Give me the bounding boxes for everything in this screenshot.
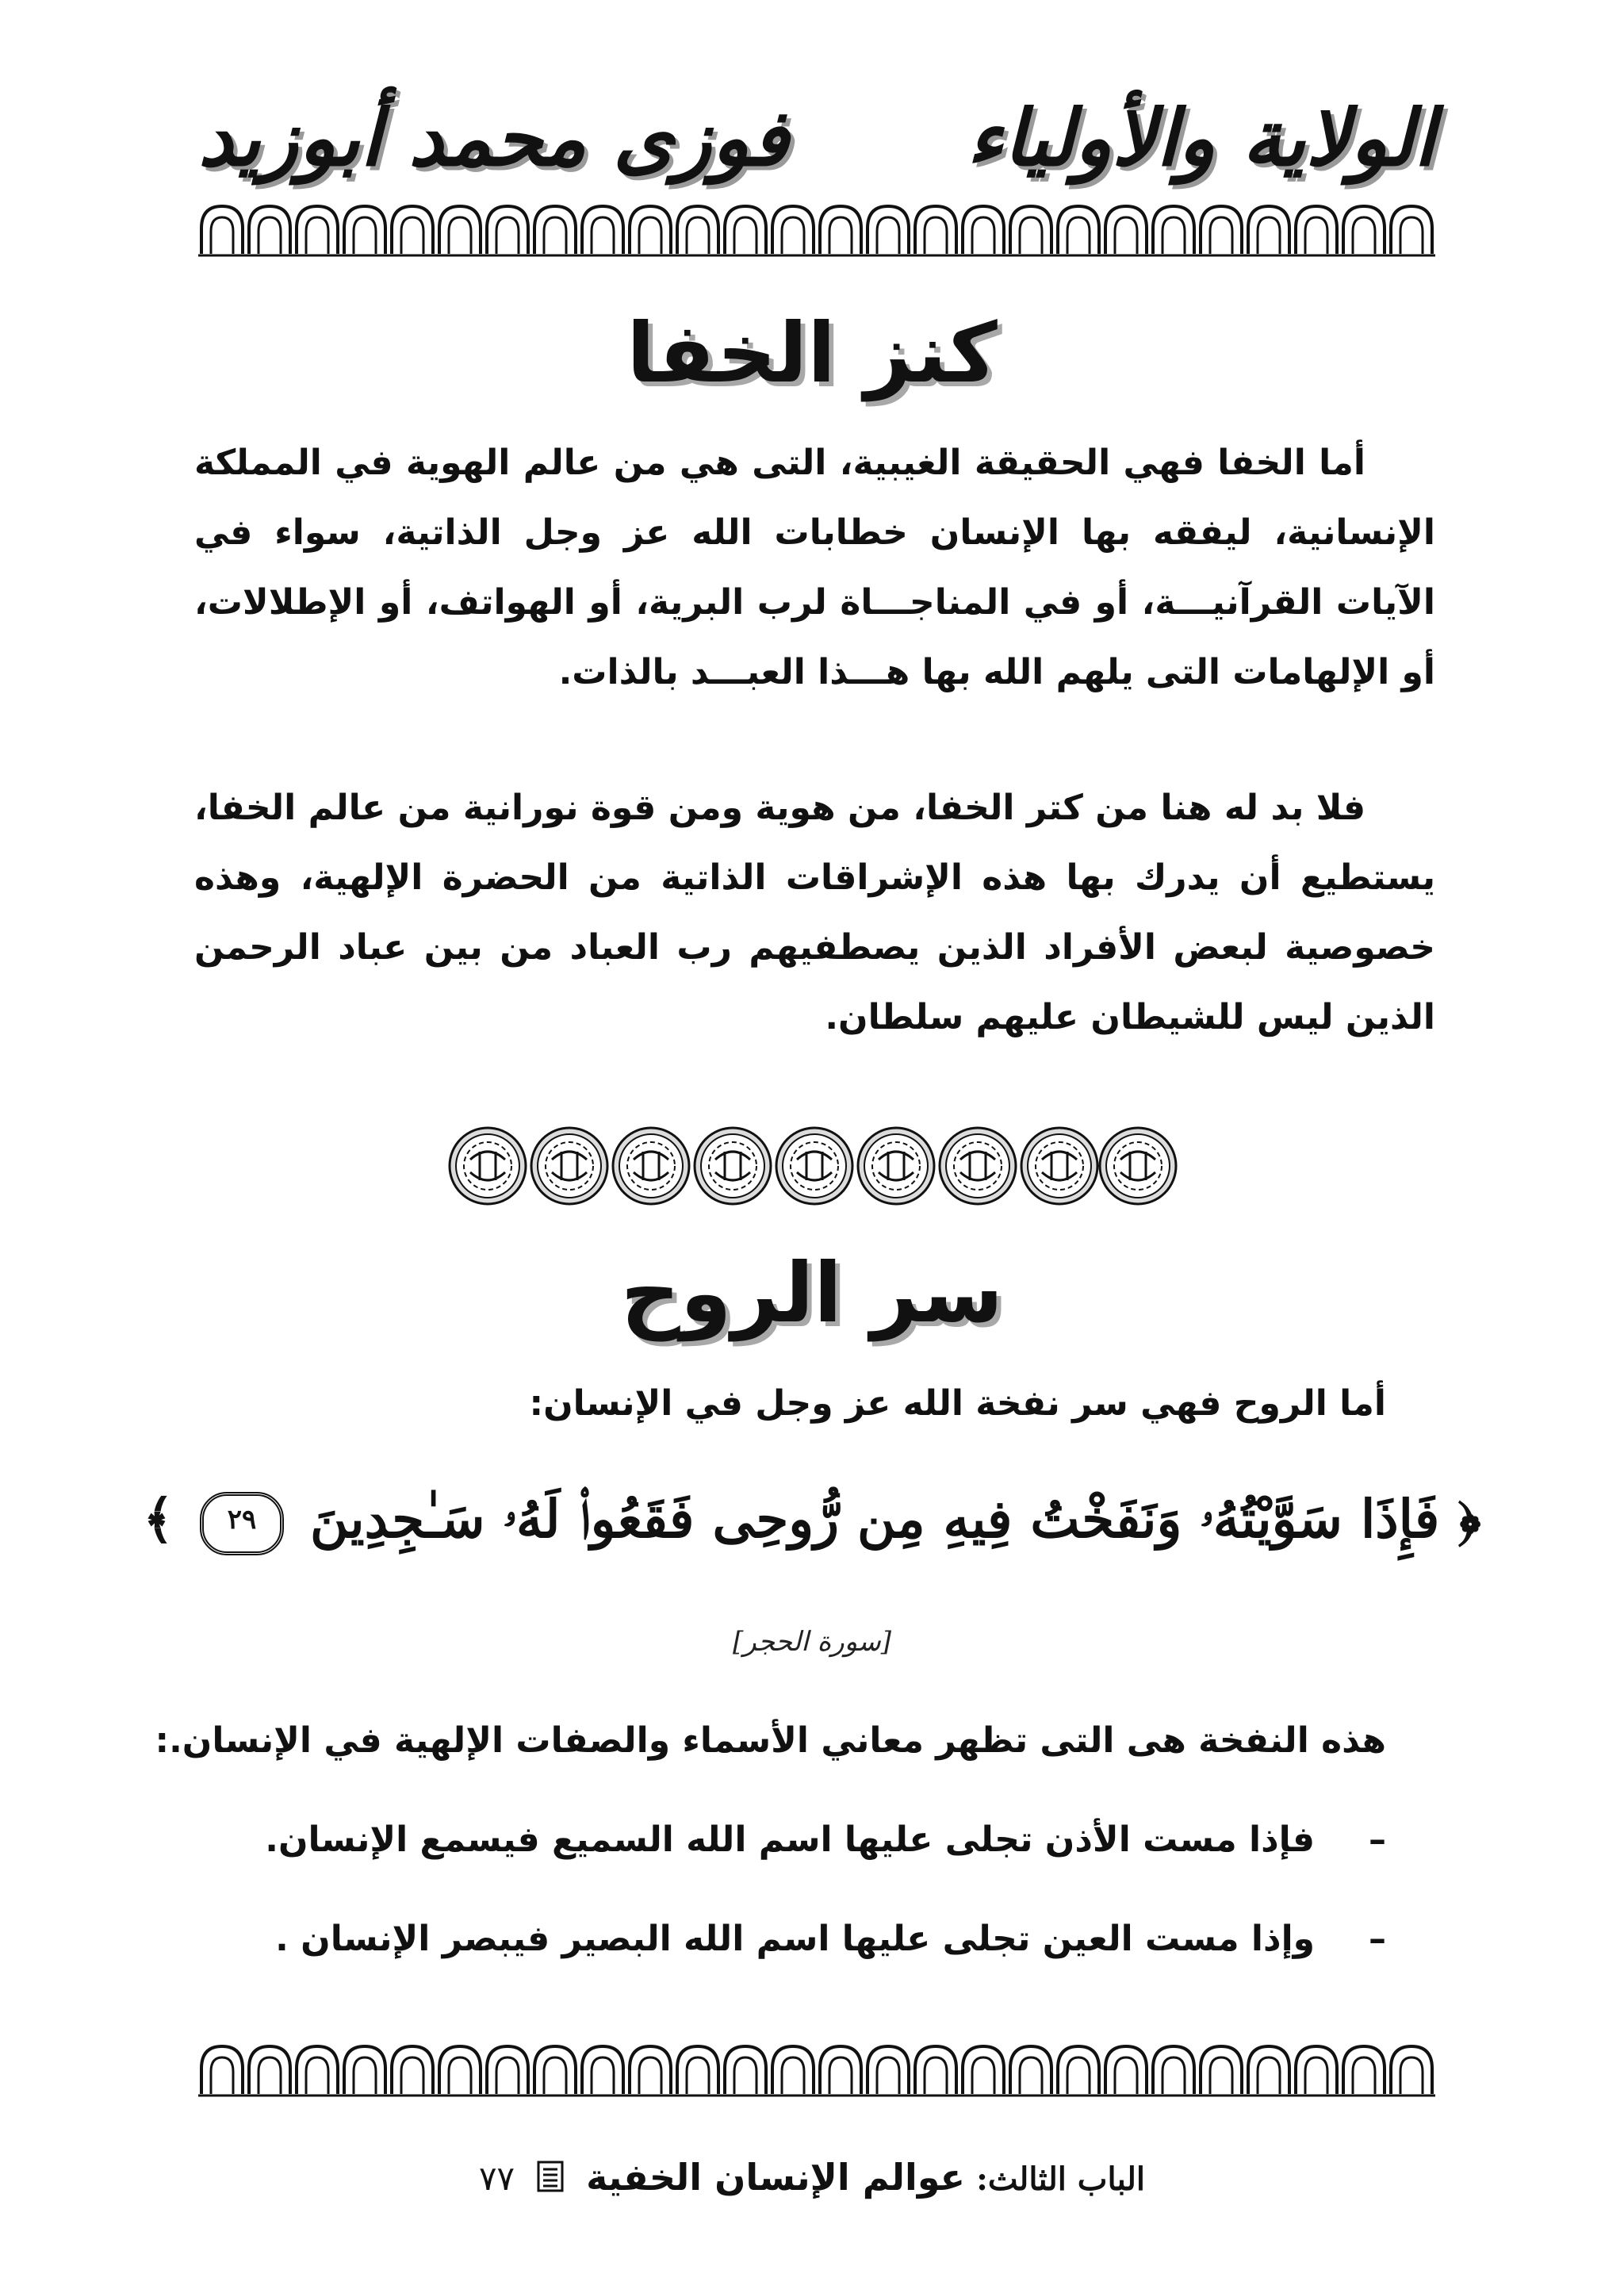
author-name: فوزى محمد أبوزيد <box>198 93 789 184</box>
ornament-divider-svg <box>444 1122 1182 1210</box>
paragraph-2: فلا بد له هنا من كتر الخفا، من هوية ومن قوة نورانية من عالم الخفا، يستطيع أن يدرك بها هذه الإشراقات الذاتية من الحضرة الإلهية، وهذه خصوصية لبعض الأفراد الذين يصطفيهم رب العباد من بين عباد الرحمن الذين ليس للشيطان عليهم سلطان. <box>194 788 1435 1037</box>
page-number: ٧٧ <box>478 2159 515 2198</box>
surah-reference: [سورة الحجر] <box>732 1626 892 1658</box>
arch-border-svg <box>198 2038 1435 2102</box>
book-title: الولاية والأولياء <box>967 93 1435 184</box>
arch-border-svg <box>198 198 1435 262</box>
ornament-divider <box>444 1122 1182 1210</box>
chapter-label: الباب الثالث: <box>976 2161 1146 2198</box>
ayah-number-badge: ٢٩ <box>200 1492 284 1555</box>
bullet-item <box>265 1812 1386 1868</box>
intro-line: أما الروح فهي سر نفخة الله عز وجل في الإنسان: <box>529 1383 1386 1424</box>
bullet-text: وإذا مست العين تجلى عليها اسم الله البصير فيبصر الإنسان . <box>275 1919 1315 1959</box>
bottom-arch-border <box>198 2038 1435 2102</box>
quran-verse <box>0 1475 1624 1563</box>
body-line: هذه النفخة هى التى تظهر معاني الأسماء والصفات الإلهية في الإنسان.: <box>155 1720 1386 1761</box>
chapter-title: عوالم الإنسان الخفية <box>586 2156 966 2199</box>
bullet-text: فإذا مست الأذن تجلى عليها اسم الله السميع فيسمع الإنسان. <box>265 1819 1315 1860</box>
section-title-kanz-alkhafa: كنز الخفا <box>626 305 998 401</box>
book-icon <box>537 2153 564 2209</box>
verse-close-bracket: ﴾ <box>143 1488 174 1550</box>
bullet-item <box>275 1911 1386 1967</box>
section-title-sir-alruh: سر الروح <box>620 1244 1004 1341</box>
page-footer <box>0 2149 1624 2209</box>
paragraph-1: أما الخفا فهي الحقيقة الغيبية، التى هي من عالم الهوية في المملكة الإنسانية، ليفقه بها الإنسان خطابات الله عز وجل الذاتية، سواء في الآيات القرآنيـــة، أو في المناجـــاة لرب البرية، أو الهواتف، أو الإطلالات، أو الإلهامات التى يلهم الله بها هـــذا العبـــد بالذات. <box>194 443 1435 692</box>
verse-open-bracket: ﴿ <box>1457 1488 1481 1550</box>
top-arch-border <box>198 198 1435 262</box>
bullet-dash: – <box>1369 1919 1386 1959</box>
verse-text: فَإِذَا سَوَّيْتُهُۥ وَنَفَخْتُ فِيهِ مِن رُّوحِى فَقَعُوا۟ لَهُۥ سَـٰجِدِينَ <box>310 1488 1440 1550</box>
page-header <box>198 83 1435 194</box>
bullet-dash: – <box>1369 1819 1386 1860</box>
